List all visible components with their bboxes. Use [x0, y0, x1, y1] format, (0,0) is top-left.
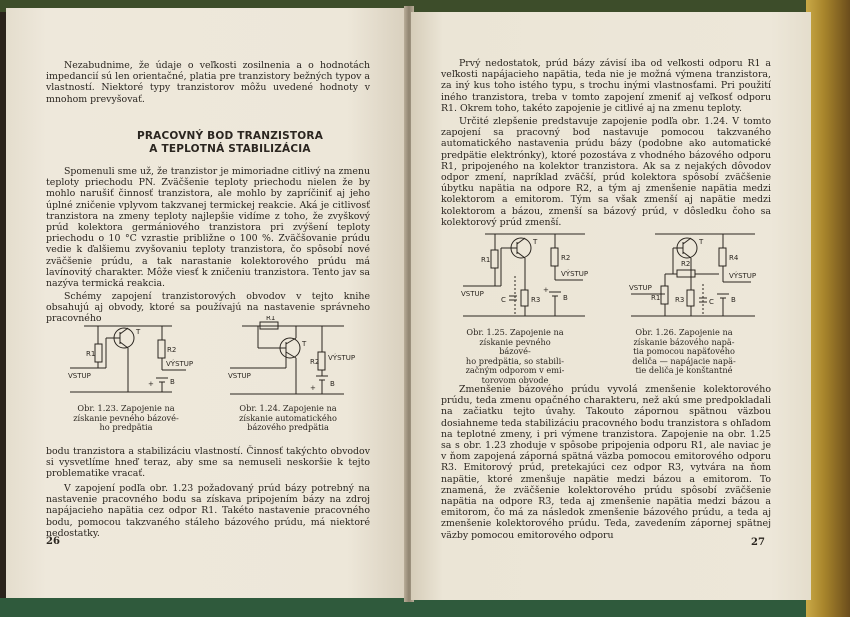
figure-1-24-schematic	[224, 316, 374, 402]
figure-1-23-caption: Obr. 1.23. Zapojenie na získanie pevného bázové- ho predpätia	[73, 403, 179, 433]
page-number-left: 26	[46, 536, 60, 547]
label-r2: R2	[681, 260, 691, 268]
right-page	[411, 12, 811, 600]
label-r2: R2	[561, 254, 571, 262]
label-c: C	[709, 298, 714, 306]
body-paragraph-r1: Prvý nedostatok, prúd bázy závisí iba od veľkosti odporu R1 a veľkosti napájacieho napätia, teda nie je možná výmena tranzistora, za iný kus toho istého typu, s trochu inými vlastnosťami. Pri použití iného tranzistora, treba v tomto zapojení zmeniť aj veľkosť odporu R1. Okrem toho, takéto zapojenie je citlivé aj na zmenu teploty.	[441, 58, 771, 114]
figure-1-23-schematic	[62, 320, 202, 400]
label-t: T	[136, 328, 141, 336]
figure-1-25-caption: Obr. 1.25. Zapojenie na získanie pevného bázové- ho predpätia, so stabili- začným odporom v emi- torovom obvode	[465, 327, 565, 385]
label-r4: R4	[729, 254, 739, 262]
page-number-right: 27	[751, 537, 765, 548]
body-paragraph-1: Spomenuli sme už, že tranzistor je mimoriadne citlivý na zmenu teploty priechodu PN. Zväčšenie teploty priechodu nielen že by mohlo narušiť činnosť tranzistora, ale mohlo by zapríčiniť aj jeho úplné zničenie vplyvom takzvanej termickej reakcie. Aká je citlivosť tranzistora na zmeny teploty najlepšie vidíme z toho, že zvyškový prúd kolektora germániového tranzistora pri zvýšení teploty priechodu o 10 °C vzrastie približne o 100 %. Zväčšovanie prúdu vedie k ďalšiemu zvyšovaniu teploty tranzistora, čo spôsobí nové zväčšenie prúdu, a tak narastanie kolektorového prúdu má lavínovitý charakter. Môže viesť k zničeniu tranzistora. Tento jav sa nazýva termická reakcia.	[46, 166, 370, 290]
label-plus: +	[148, 380, 154, 388]
figure-1-24-caption: Obr. 1.24. Zapojenie na získanie automatického bázového predpätia	[239, 403, 337, 433]
book-cover-edge	[806, 0, 850, 617]
label-c: C	[501, 296, 506, 304]
label-vstup: VSTUP	[629, 284, 652, 292]
body-paragraph-r2: Určité zlepšenie predstavuje zapojenie podľa obr. 1.24. V tomto zapojení sa pracovný bod nastavuje pomocou takzvaného automatického nastavenia prúdu bázy (podobne ako automatické predpätie elektrónky), ktoré pozostáva z vhodného bázového odporu R1, pripojeného na kolektor tranzistora. Ak sa z nejakých dôvodov odpor zmení, napríklad zväčší, prúd kolektora spôsobí zväčšenie úbytku napätia na odpore R2, a tým aj zmenšenie napätia medzi kolektorom a emitorom. Tým sa však zmenší aj napätie medzi kolektorom a bázou, zmenší sa bázový prúd, v dôsledku čoho sa kolektorový prúd zmenší.	[441, 116, 771, 228]
label-r1: R1	[86, 350, 96, 358]
label-t: T	[699, 238, 704, 246]
bottom-edge	[0, 598, 850, 617]
label-b: B	[731, 296, 736, 304]
figure-1-26-caption: Obr. 1.26. Zapojenie na získanie bázového napä- tia pomocou napäťového deliča — napájacie napä- tie deliča je konštantné	[632, 327, 736, 376]
label-vstup: VSTUP	[68, 372, 91, 380]
label-r1: R1	[651, 294, 661, 302]
label-vystup: VÝSTUP	[561, 270, 589, 278]
label-r2: R2	[167, 346, 177, 354]
label-t: T	[302, 340, 307, 348]
label-t: T	[533, 238, 538, 246]
figure-1-25-schematic	[457, 228, 613, 324]
body-paragraph-4: V zapojení podľa obr. 1.23 požadovaný prúd bázy potrebný na nastavenie pracovného bodu sa získava pripojením bázy na zdroj napájacieho napätia cez odpor R1. Takéto nastavenie pracovného bodu, pomocou takzvaného stáleho bázového prúdu, má niektoré nedostatky.	[46, 483, 370, 539]
section-heading: PRACOVNÝ BOD TRANZISTORA A TEPLOTNÁ STABILIZÁCIA	[136, 130, 324, 155]
body-paragraph-r3: Zmenšenie bázového prúdu vyvolá zmenšenie kolektorového prúdu, teda zmenu opačného charakteru, než akú sme predpokladali na začiatku tejto úvahy. Takouto zápornou spätnou väzbou dosiahneme teda stabilizáciu pracovného bodu tranzistora s ohľadom na teplotné zmeny, i pri výmene tranzistora. Zapojenie na obr. 1.25 sa s obr. 1.23 zhoduje v spôsobe pripojenia odporu R1, ale naviac je v ňom zapojená záporná spätná väzba pomocou emitorového odporu R3. Emitorový prúd, pretekajúci cez odpor R3, vytvára na ňom napätie, ktoré zmenšuje napätie medzi bázou a emitorom. To znamená, že zväčšenie kolektorového prúdu spôsobí zväčšenie napätia na odpore R3, teda aj zmenšenie napätia medzi bázou a emitorom, čo má za následok zmenšenie bázového prúdu, a teda aj zmenšenie kolektorového prúdu. Teda, zavedením zápornej spätnej väzby pomocou emitorového odporu	[441, 384, 771, 541]
left-page	[6, 8, 408, 598]
label-r2: R2	[310, 358, 320, 366]
label-vstup: VSTUP	[228, 372, 251, 380]
intro-paragraph: Nezabudnime, že údaje o veľkosti zosilnenia a o hodnotách impedancií sú len orientačné, platia pre tranzistory bežných typov a vlastností. Niektoré typy tranzistorov môžu uvedené hodnoty v mnohom prevyšovať.	[46, 60, 370, 105]
label-vystup: VÝSTUP	[328, 354, 356, 362]
label-r3: R3	[675, 296, 685, 304]
label-r1: R1	[266, 316, 276, 322]
body-paragraph-2: Schémy zapojení tranzistorových obvodov v tejto knihe obsahujú aj obvody, ktoré sa používajú na nastavenie správneho pracovného	[46, 291, 370, 325]
body-paragraph-3: bodu tranzistora a stabilizáciu vlastností. Činnosť takýchto obvodov si vysvetlíme hneď teraz, aby sme sa nemuseli neskoršie k tejto problematike vracať.	[46, 446, 370, 480]
label-b: B	[330, 380, 335, 388]
label-vystup: VÝSTUP	[729, 272, 757, 280]
label-b: B	[170, 378, 175, 386]
label-b: B	[563, 294, 568, 302]
label-vystup: VÝSTUP	[166, 360, 194, 368]
label-plus: +	[310, 384, 316, 392]
label-r3: R3	[531, 296, 541, 304]
figure-1-26-schematic	[625, 228, 785, 324]
label-vstup: VSTUP	[461, 290, 484, 298]
label-r1: R1	[481, 256, 491, 264]
label-plus: +	[543, 286, 549, 294]
